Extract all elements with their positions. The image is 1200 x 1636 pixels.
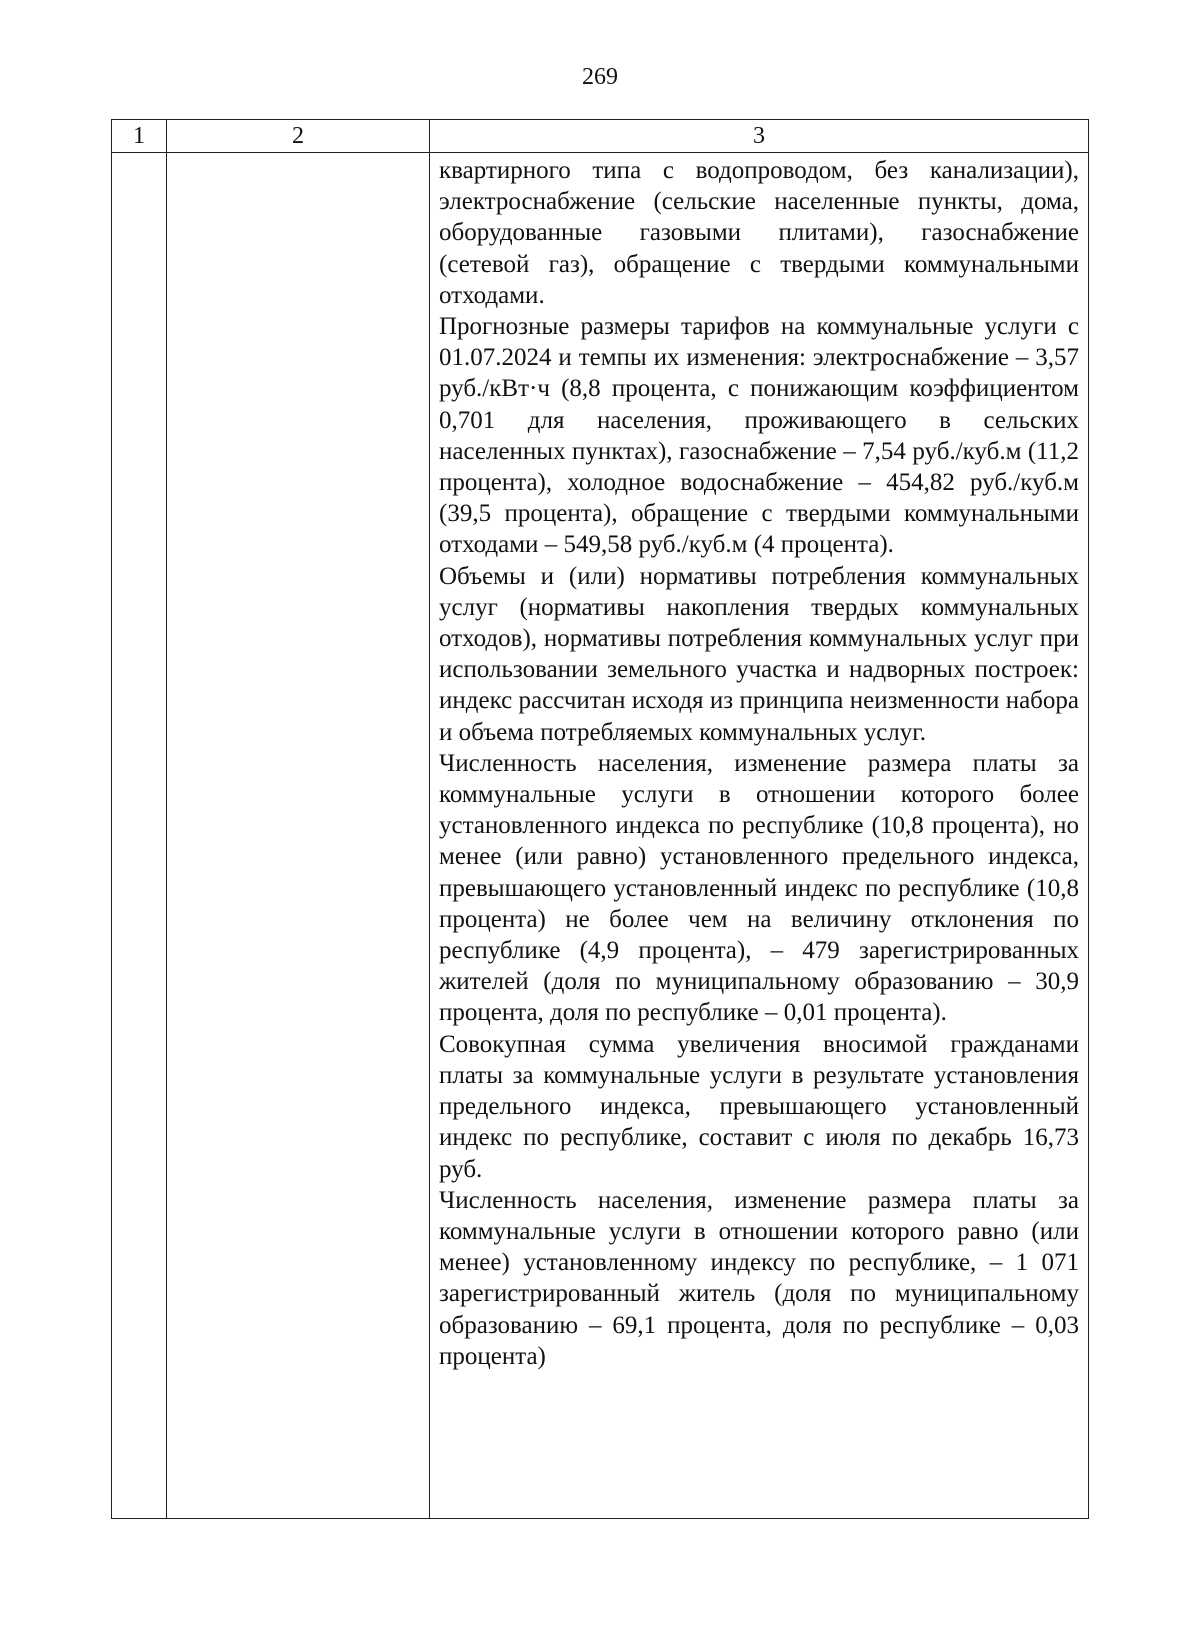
table-cell-col2 <box>167 153 430 1519</box>
column-header-2: 2 <box>167 120 430 153</box>
paragraph-total-increase: Совокупная сумма увеличения вносимой гражданами платы за коммунальные услуги в результате установления предельного индекса, превышающего установленный индекс по республике, составит с июля по декабрь 16,73 руб. <box>439 1030 1079 1183</box>
content-table <box>111 119 1089 1519</box>
column-header-3: 3 <box>430 120 1089 153</box>
page-number: 269 <box>582 64 618 90</box>
paragraph-population-within-index: Численность населения, изменение размера платы за коммунальные услуги в отношении которого равно (или менее) установленному индексу по республике, – 1 071 зарегистрированный житель (доля по муниципальному образованию – 69,1 процента, доля по республике – 0,03 процента) <box>439 1186 1079 1370</box>
table-header-row <box>112 120 1089 153</box>
paragraph-population-above-index: Численность населения, изменение размера платы за коммунальные услуги в отношении которого более установленного индекса по республике (10,8 процента), но менее (или равно) установленного предельного индекса, превышающего установленный индекс по республике (10,8 процента) не более чем на величину отклонения по республике (4,9 процента), – 479 зарегистрированных жителей (доля по муниципальному образованию – 30,9 процента, доля по республике – 0,01 процента). <box>439 749 1079 1027</box>
paragraph-consumption-norms: Объемы и (или) нормативы потребления коммунальных услуг (нормативы накопления твердых коммунальных отходов), нормативы потребления коммунальных услуг при использовании земельного участка и надворных построек: индекс рассчитан исходя из принципа неизменности набора и объема потребляемых коммунальных услуг. <box>439 562 1079 746</box>
paragraph-tariff-forecast: Прогнозные размеры тарифов на коммунальные услуги с 01.07.2024 и темпы их изменения: электроснабжение – 3,57 руб./кВт·ч (8,8 процента, с понижающим коэффициентом 0,701 для населения, проживающего в сельских населенных пунктах), газоснабжение – 7,54 руб./куб.м (11,2 процента), холодное водоснабжение – 454,82 руб./куб.м (39,5 процента), обращение с твердыми коммунальными отходами – 549,58 руб./куб.м (4 процента). <box>439 313 1079 559</box>
table-cell-col1 <box>112 153 167 1519</box>
table-row <box>112 153 1089 1519</box>
column-header-1: 1 <box>112 120 167 153</box>
paragraph-utilities-list: квартирного типа с водопроводом, без канализации), электроснабжение (сельские населенные пункты, дома, оборудованные газовыми плитами), газоснабжение (сетевой газ), обращение с твердыми коммунальными отходами. <box>439 157 1079 309</box>
table-cell-col3 <box>430 153 1089 1519</box>
